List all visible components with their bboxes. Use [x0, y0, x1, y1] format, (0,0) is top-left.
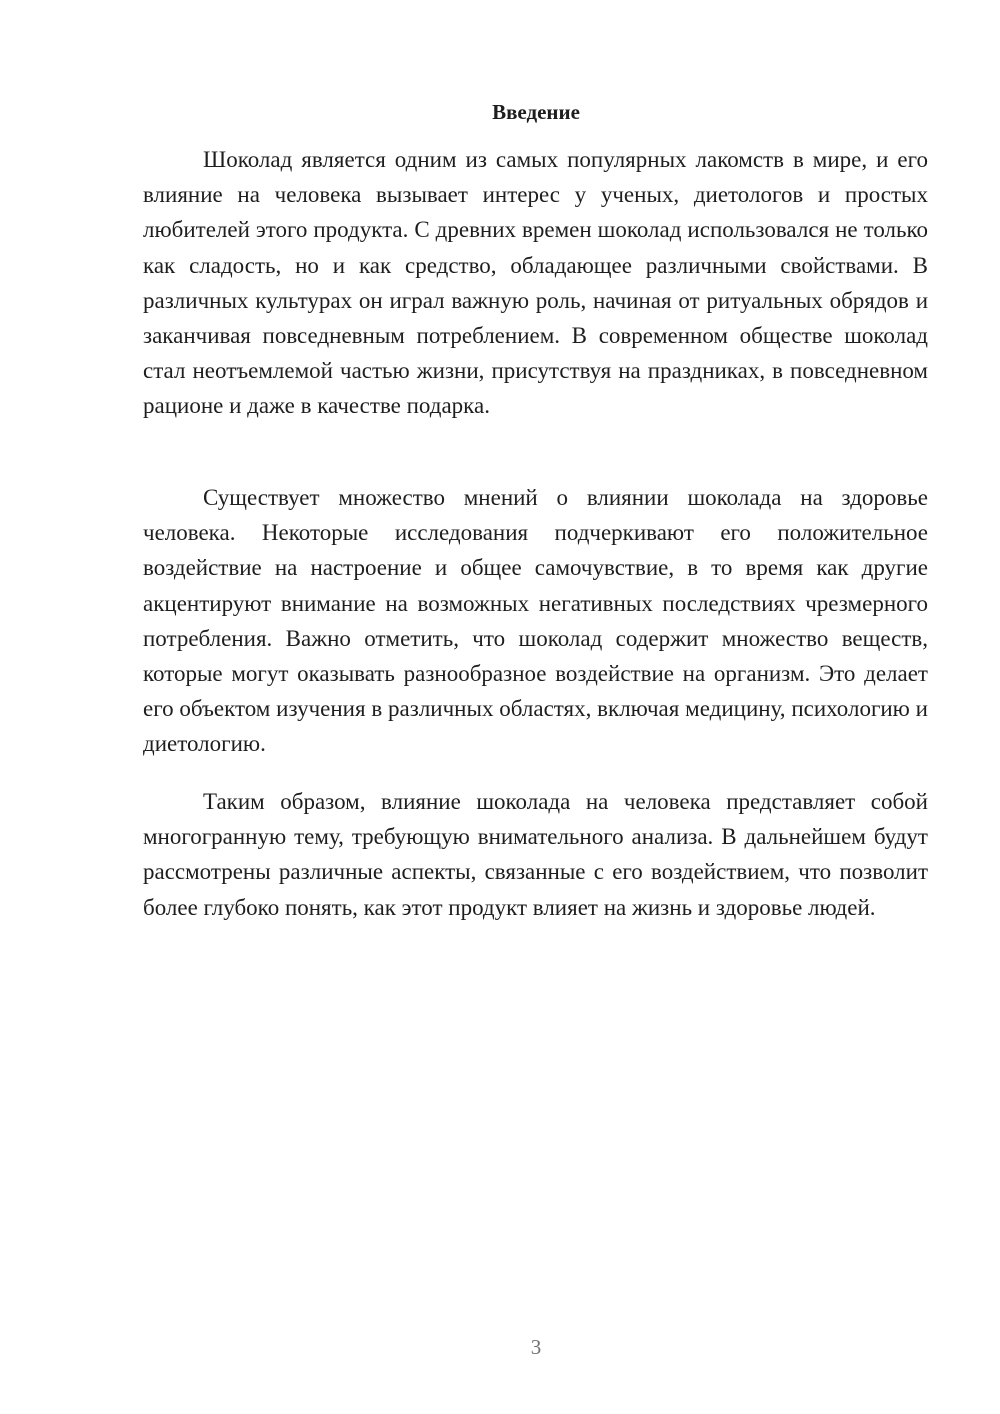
paragraph-text: Таким образом, влияние шоколада на человека представляет собой многогранную тему, требующую внимательного анализа. В дальнейшем будут рассмотрены различные аспекты, связанные с его воздействием, что позволит более глубоко понять, как этот продукт влияет на жизнь и здоровье людей.	[143, 789, 928, 920]
paragraph-text: Шоколад является одним из самых популярных лакомств в мире, и его влияние на человека вызывает интерес у ученых, диетологов и простых любителей этого продукта. С древних времен шоколад использовался не только как сладость, но и как средство, обладающее различными свойствами. В различных культурах он играл важную роль, начиная от ритуальных обрядов и заканчивая повседневным потреблением. В современном обществе шоколад стал неотъемлемой частью жизни, присутствуя на праздниках, в повседневном рационе и даже в качестве подарка.	[143, 147, 928, 419]
section-title: Введение	[492, 100, 580, 124]
paragraph	[143, 480, 928, 762]
paragraph	[143, 142, 928, 424]
page-number: 3	[530, 1335, 542, 1359]
paragraph-text: Существует множество мнений о влиянии шоколада на здоровье человека. Некоторые исследования подчеркивают его положительное воздействие на настроение и общее самочувствие, в то время как другие акцентируют внимание на возможных негативных последствиях чрезмерного потребления. Важно отметить, что шоколад содержит множество веществ, которые могут оказывать разнообразное воздействие на организм. Это делает его объектом изучения в различных областях, включая медицину, психологию и диетологию.	[143, 485, 928, 757]
paragraph	[143, 784, 928, 925]
